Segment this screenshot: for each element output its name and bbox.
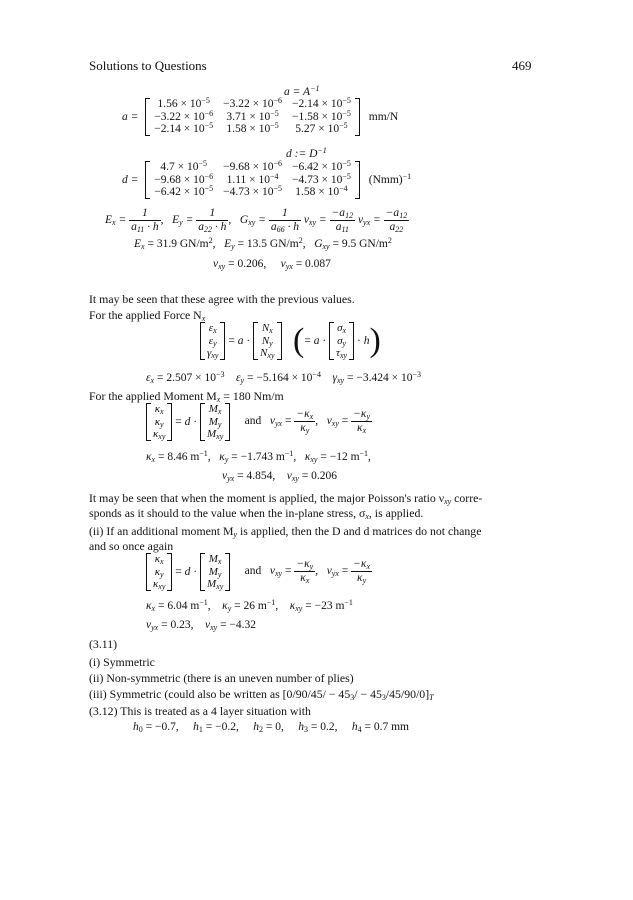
matrix_d-cell: $-6.42 \times 10^{-5}$ (292, 159, 351, 173)
matrix_d-cell: $-9.68 \times 10^{-6}$ (223, 159, 283, 173)
strain-values: $\varepsilon_x = 2.507 \times 10^{-3}$ $\varepsilon_y = -5.164 \times 10^{-4}$ $\gamma_{xy} = -3.424 \times 10^{-3}$ (146, 370, 421, 385)
text-corresponds: sponds as it should to the value when the in-plane stress, $\sigma_x$, is applied. (89, 506, 424, 521)
text-force: For the applied Force $N_x$ (89, 308, 206, 323)
text-agree: It may be seen that these agree with the previous values. (89, 292, 355, 306)
matrix_a-cell: $3.71 \times 10^{-5}$ (226, 108, 279, 123)
matrix_a-cell: $-3.22 \times 10^{-6}$ (223, 96, 283, 110)
answer-3-11-i: (i) Symmetric (89, 655, 155, 669)
moduli-values: $E_x = 31.9$ $GN/m^2$, $E_y = 13.5$ $GN/m^2$, $G_{xy} = 9.5$ $GN/m^2$ (134, 236, 392, 251)
curvature-equation-2: $\kappa_x$ $\kappa_y$ $\kappa_{xy}$ = d · $M_x$ $M_y$ $M_{xy}$ and $\nu_{xy}$ = $\frac{-\kappa_y}{\kappa_x}$ , $\nu_{yx}$ = $\frac{-\kappa_x}{\kappa_y}$ (146, 553, 372, 591)
page-number: 469 (512, 58, 532, 73)
eq-a-inverse: $a = A^{-1}$ (284, 84, 320, 98)
curvature-values-1: $\kappa_x = 8.46$ $m^{-1}$, $\kappa_y = -1.743$ $m^{-1}$, $\kappa_{xy} = -12$ $m^{-1}$, (146, 449, 371, 464)
text-additional-moment: (ii) If an additional moment $M_y$ is applied, then the D and d matrices do not change (89, 524, 482, 539)
matrix_a-cell: $1.56 \times 10^{-5}$ (157, 96, 210, 110)
matrix_a-cell: $-1.58 \times 10^{-5}$ (292, 108, 351, 123)
question-3-12: (3.12) This is treated as a 4 layer situation with (89, 704, 311, 718)
matrix_d-cell: $1.11 \times 10^{-4}$ (226, 171, 279, 186)
matrix_a-cell: $-2.14 \times 10^{-5}$ (292, 96, 351, 110)
text-once-again: and so once again (89, 539, 174, 553)
question-3-11: (3.11) (89, 637, 118, 651)
matrix_a-cell: $-2.14 \times 10^{-5}$ (154, 121, 214, 135)
matrix-a-equation: a = $1.56 \times 10^{-5}$ $-3.22 \times 10^{-6}$ $-2.14 \times 10^{-5}$ $-3.22 \times 10^{-6}$ $3.71 \times 10^{-5}$ $-1.58 \times 10^{-5}$ $-2.14 \times 10^{-5}$ $1.58 \times 10^{-5}$ $5.27 \times 10^{-5}$ mm/N (122, 96, 399, 135)
strain-equation: $\varepsilon_x$ $\varepsilon_y$ $\gamma_{xy}$ = a · $N_x$ $N_y$ $N_{xy}$ (= a · $\sigma_x$ $\sigma_y$ $\tau_{xy}$ · h) (200, 322, 381, 360)
layer-heights: $h_0 = -0.7$, $h_1 = -0.2$, $h_2 = 0$, $h_3 = 0.2$, $h_4 = 0.7$ mm (133, 721, 409, 734)
matrix-a (145, 98, 360, 136)
answer-3-11-ii: (ii) Non-symmetric (there is an uneven number of plies) (89, 671, 354, 685)
running-title: Solutions to Questions (89, 58, 207, 73)
answer-3-11-iii: (iii) Symmetric (could also be written as $[0/90/45/ - 45_3/ - 45_3/45/90/0]_T$ (89, 687, 434, 702)
matrix_d-cell: $4.7 \times 10^{-5}$ (160, 159, 208, 173)
matrix_d-cell: $-9.68 \times 10^{-6}$ (154, 171, 214, 186)
text-moment-applied: It may be seen that when the moment is applied, the major Poisson's ratio $\nu_{xy}$ corre- (89, 491, 483, 506)
matrix_d-cell: $-4.73 \times 10^{-5}$ (223, 184, 283, 198)
text-moment: For the applied Moment $M_x = 180$ Nm/m (89, 389, 284, 404)
matrix-d (145, 161, 360, 199)
moduli-formulas: $E_x$ = $\frac{1}{a_{11} \cdot h}$ , $E_y$ = $\frac{1}{a_{22} \cdot h}$ , $G_{xy}$ = $\frac{1}{a_{66} \cdot h}$ $\nu_{xy}$ = $\frac{-a_{12}}{a_{11}}$ $\nu_{yx}$ = $\frac{-a_{12}}{a_{22}}$ (105, 207, 408, 234)
matrix_d-cell: $-6.42 \times 10^{-5}$ (154, 184, 214, 198)
poisson-values-1: $\nu_{yx} = 4.854$, $\nu_{xy} = 0.206$ (222, 470, 338, 483)
eq-d-inverse: d := $D^{-1}$ (286, 146, 327, 160)
matrix_d-cell: $1.58 \times 10^{-4}$ (295, 184, 348, 198)
curvature-equation-1: $\kappa_x$ $\kappa_y$ $\kappa_{xy}$ = d · $M_x$ $M_y$ $M_{xy}$ and $\nu_{yx}$ = $\frac{-\kappa_x}{\kappa_y}$ , $\nu_{xy}$ = $\frac{-\kappa_y}{\kappa_x}$ (146, 403, 372, 441)
poisson-values-2: $\nu_{yx} = 0.23$, $\nu_{xy} = -4.32$ (146, 619, 257, 632)
matrix_a-cell: $1.58 \times 10^{-5}$ (226, 121, 279, 135)
matrix-d-equation: d = $4.7 \times 10^{-5}$ $-9.68 \times 10^{-6}$ $-6.42 \times 10^{-5}$ $-9.68 \times 10^{-6}$ $1.11 \times 10^{-4}$ $-4.73 \times 10^{-5}$ $-6.42 \times 10^{-5}$ $-4.73 \times 10^{-5}$ $1.58 \times 10^{-4}$ (Nmm)$^{-1}$ (122, 159, 412, 198)
matrix_d-cell: $-4.73 \times 10^{-5}$ (292, 171, 351, 186)
matrix_a-cell: $5.27 \times 10^{-5}$ (295, 121, 348, 135)
poisson-values: $\nu_{xy} = 0.206$, $\nu_{yx} = 0.087$ (213, 258, 331, 271)
matrix_a-cell: $-3.22 \times 10^{-6}$ (154, 108, 214, 123)
curvature-values-2: $\kappa_x = 6.04$ $m^{-1}$, $\kappa_y = 26$ $m^{-1}$, $\kappa_{xy} = -23$ $m^{-1}$ (146, 598, 353, 613)
